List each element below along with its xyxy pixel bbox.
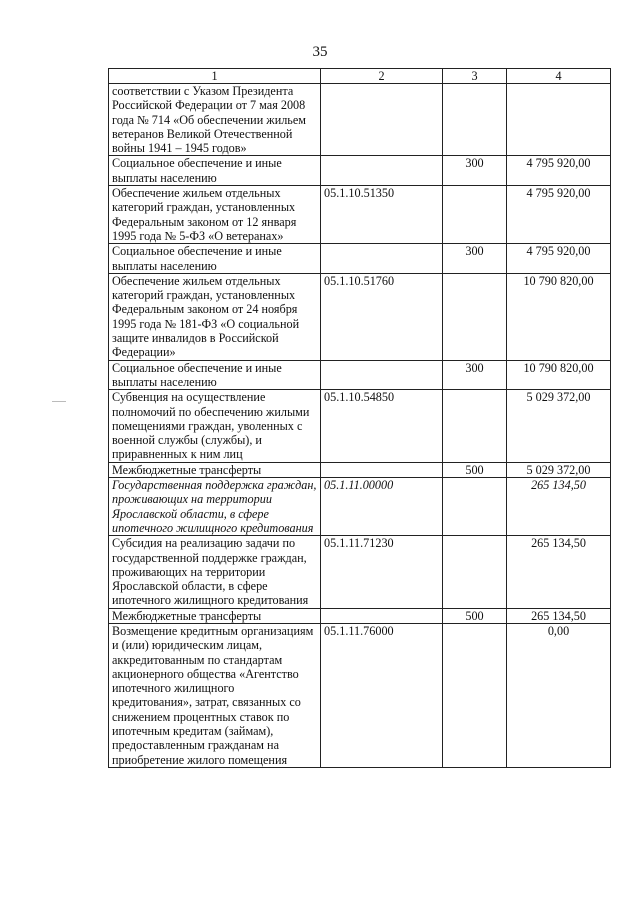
row-code-cell: 05.1.10.51350 — [321, 186, 443, 244]
table-row — [109, 186, 611, 244]
row-expense-type-cell — [443, 536, 507, 608]
row-code-cell: 05.1.10.51760 — [321, 273, 443, 360]
table-row — [109, 360, 611, 390]
row-code-cell — [321, 244, 443, 274]
row-code-cell — [321, 608, 443, 623]
row-amount-cell — [507, 84, 611, 156]
column-header-1: 1 — [109, 69, 321, 84]
row-code-cell: 05.1.11.00000 — [321, 478, 443, 536]
row-amount-cell: 265 134,50 — [507, 478, 611, 536]
table-row — [109, 390, 611, 462]
row-code-cell — [321, 156, 443, 186]
row-name-cell: Межбюджетные трансферты — [109, 462, 321, 477]
row-amount-cell: 0,00 — [507, 623, 611, 767]
row-amount-cell: 4 795 920,00 — [507, 244, 611, 274]
row-amount-cell: 4 795 920,00 — [507, 186, 611, 244]
header-row — [109, 69, 611, 84]
row-name-cell: соответствии с Указом Президента Российской Федерации от 7 мая 2008 года № 714 «Об обеспечении жильем ветеранов Великой Отечественной войны 1941 – 1945 годов» — [109, 84, 321, 156]
row-amount-cell: 265 134,50 — [507, 608, 611, 623]
row-name-cell: Обеспечение жильем отдельных категорий граждан, установленных Федеральным законом от 12 января 1995 года № 5-ФЗ «О ветеранах» — [109, 186, 321, 244]
column-header-4: 4 — [507, 69, 611, 84]
row-expense-type-cell — [443, 186, 507, 244]
row-name-cell: Социальное обеспечение и иные выплаты населению — [109, 156, 321, 186]
row-code-cell: 05.1.11.76000 — [321, 623, 443, 767]
table-row — [109, 462, 611, 477]
row-amount-cell: 5 029 372,00 — [507, 390, 611, 462]
column-header-3: 3 — [443, 69, 507, 84]
budget-table — [108, 68, 611, 768]
row-code-cell: 05.1.10.54850 — [321, 390, 443, 462]
row-name-cell: Обеспечение жильем отдельных категорий граждан, установленных Федеральным законом от 24 ноября 1995 года № 181-ФЗ «О социальной защите инвалидов в Российской Федерации» — [109, 273, 321, 360]
row-name-cell: Межбюджетные трансферты — [109, 608, 321, 623]
table-row — [109, 478, 611, 536]
row-expense-type-cell: 300 — [443, 244, 507, 274]
row-expense-type-cell — [443, 84, 507, 156]
row-name-cell: Социальное обеспечение и иные выплаты населению — [109, 360, 321, 390]
row-code-cell — [321, 360, 443, 390]
row-amount-cell: 265 134,50 — [507, 536, 611, 608]
table-row — [109, 273, 611, 360]
table-row — [109, 623, 611, 767]
row-name-cell: Социальное обеспечение и иные выплаты населению — [109, 244, 321, 274]
row-name-cell: Возмещение кредитным организациям и (или) юридическим лицам, аккредитованным по стандартам акционерного общества «Агентство ипотечного жилищного кредитования», затрат, связанных со снижением процентных ставок по ипотечным кредитам (займам), предоставленным гражданам на приобретение жилого помещения — [109, 623, 321, 767]
row-expense-type-cell: 500 — [443, 608, 507, 623]
row-expense-type-cell: 300 — [443, 360, 507, 390]
row-code-cell: 05.1.11.71230 — [321, 536, 443, 608]
row-code-cell — [321, 462, 443, 477]
table-row — [109, 156, 611, 186]
page-number: 35 — [312, 44, 328, 60]
row-amount-cell: 4 795 920,00 — [507, 156, 611, 186]
row-expense-type-cell — [443, 390, 507, 462]
row-amount-cell: 5 029 372,00 — [507, 462, 611, 477]
table-row — [109, 536, 611, 608]
table-row — [109, 244, 611, 274]
row-name-cell: Субсидия на реализацию задачи по государственной поддержке граждан, проживающих на территории Ярославской области, в сфере ипотечного жилищного кредитования — [109, 536, 321, 608]
row-amount-cell: 10 790 820,00 — [507, 360, 611, 390]
row-amount-cell: 10 790 820,00 — [507, 273, 611, 360]
row-expense-type-cell — [443, 273, 507, 360]
row-name-cell: Государственная поддержка граждан, проживающих на территории Ярославской области, в сфере ипотечного жилищного кредитования — [109, 478, 321, 536]
table-row — [109, 608, 611, 623]
row-expense-type-cell — [443, 478, 507, 536]
row-name-cell: Субвенция на осуществление полномочий по обеспечению жилыми помещениями граждан, уволенных с военной службы (службы), и приравненных к ним лиц — [109, 390, 321, 462]
row-expense-type-cell: 300 — [443, 156, 507, 186]
row-expense-type-cell: 500 — [443, 462, 507, 477]
margin-mark — [52, 401, 66, 402]
column-header-2: 2 — [321, 69, 443, 84]
table-row — [109, 84, 611, 156]
row-expense-type-cell — [443, 623, 507, 767]
row-code-cell — [321, 84, 443, 156]
